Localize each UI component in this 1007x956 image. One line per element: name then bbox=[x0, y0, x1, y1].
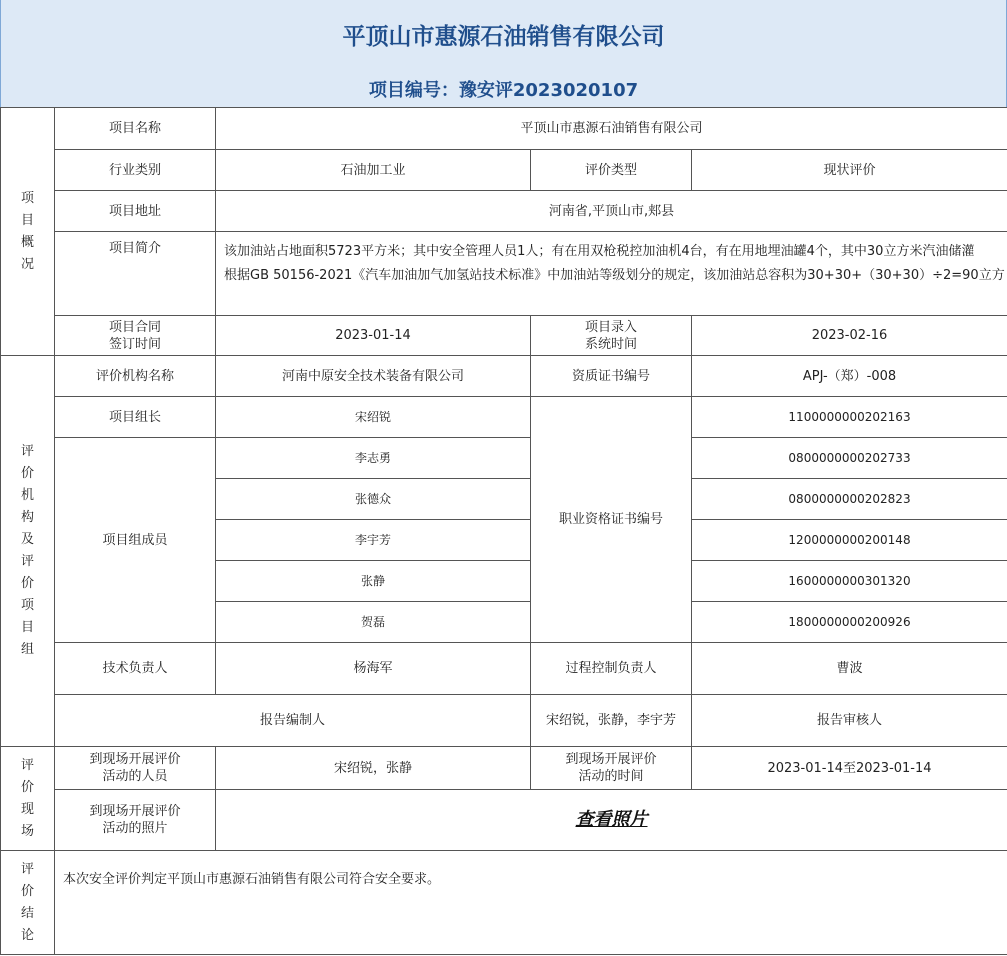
view-photos-link[interactable]: 查看照片 bbox=[575, 808, 648, 830]
row-member bbox=[1, 438, 1007, 479]
intro-value bbox=[216, 232, 1007, 316]
member-name: 李志勇 bbox=[216, 438, 531, 479]
member-cert: 0800000000202823 bbox=[692, 479, 1007, 520]
section-label-site: 评 价 现 场 bbox=[1, 747, 55, 851]
intro-line-1: 该加油站占地面积5723平方米；其中安全管理人员1人；有在用双枪税控加油机4台，有在用地埋油罐4个，其中30立方米汽油储灌 bbox=[224, 244, 975, 259]
cert-value: APJ-（郑）-008 bbox=[692, 356, 1007, 397]
report-writer-label: 报告编制人 bbox=[55, 695, 531, 747]
process-lead-value: 曹波 bbox=[692, 643, 1007, 695]
project-name-value: 平顶山市惠源石油销售有限公司 bbox=[216, 108, 1007, 150]
eval-type-value: 现状评价 bbox=[692, 150, 1007, 191]
conclusion-text: 本次安全评价判定平顶山市惠源石油销售有限公司符合安全要求。 bbox=[55, 851, 1007, 955]
entry-date-value: 2023-02-16 bbox=[692, 316, 1007, 356]
row-agency bbox=[1, 356, 1007, 397]
qual-cert-label: 职业资格证书编号 bbox=[531, 397, 692, 643]
project-name-label: 项目名称 bbox=[55, 108, 216, 150]
member-cert: 1600000000301320 bbox=[692, 561, 1007, 602]
site-people-value: 宋绍锐，张静 bbox=[216, 747, 531, 790]
industry-value: 石油加工业 bbox=[216, 150, 531, 191]
row-industry bbox=[1, 150, 1007, 191]
member-cert: 0800000000202733 bbox=[692, 438, 1007, 479]
member-cert: 1200000000200148 bbox=[692, 520, 1007, 561]
section-label-conclusion: 评 价 结 论 bbox=[1, 851, 55, 955]
section-label-overview: 项 目 概 况 bbox=[1, 108, 55, 356]
project-number: 项目编号：豫安评2023020107 bbox=[368, 80, 639, 101]
row-report bbox=[1, 695, 1007, 747]
tech-lead-value: 杨海军 bbox=[216, 643, 531, 695]
site-people-label: 到现场开展评价 活动的人员 bbox=[55, 747, 216, 790]
row-dates bbox=[1, 316, 1007, 356]
contract-date-label: 项目合同 签订时间 bbox=[55, 316, 216, 356]
tech-lead-label: 技术负责人 bbox=[55, 643, 216, 695]
company-title: 平顶山市惠源石油销售有限公司 bbox=[342, 24, 665, 50]
row-project-name bbox=[1, 108, 1007, 150]
row-leader bbox=[1, 397, 1007, 438]
section-label-org: 评 价 机 构 及 评 价 项 目 组 bbox=[1, 356, 55, 747]
industry-label: 行业类别 bbox=[55, 150, 216, 191]
site-photos-label: 到现场开展评价 活动的照片 bbox=[55, 790, 216, 851]
cert-label: 资质证书编号 bbox=[531, 356, 692, 397]
row-address bbox=[1, 191, 1007, 232]
row-site-people bbox=[1, 747, 1007, 790]
members-label: 项目组成员 bbox=[55, 438, 216, 643]
row-intro bbox=[1, 232, 1007, 316]
site-time-label: 到现场开展评价 活动的时间 bbox=[531, 747, 692, 790]
report-writer-value: 宋绍锐，张静，李宇芳 bbox=[531, 695, 692, 747]
member-cert: 1800000000200926 bbox=[692, 602, 1007, 643]
address-label: 项目地址 bbox=[55, 191, 216, 232]
member-name: 李宇芳 bbox=[216, 520, 531, 561]
entry-date-label: 项目录入 系统时间 bbox=[531, 316, 692, 356]
member-name: 张静 bbox=[216, 561, 531, 602]
site-time-value: 2023-01-14至2023-01-14 bbox=[692, 747, 1007, 790]
process-lead-label: 过程控制负责人 bbox=[531, 643, 692, 695]
leader-name: 宋绍锐 bbox=[216, 397, 531, 438]
evaluation-info-table bbox=[0, 107, 1007, 955]
leader-label: 项目组长 bbox=[55, 397, 216, 438]
member-name: 张德众 bbox=[216, 479, 531, 520]
site-photos-cell bbox=[216, 790, 1007, 851]
row-tech bbox=[1, 643, 1007, 695]
page-header bbox=[0, 0, 1007, 107]
member-name: 贺磊 bbox=[216, 602, 531, 643]
agency-label: 评价机构名称 bbox=[55, 356, 216, 397]
intro-label: 项目简介 bbox=[55, 232, 216, 316]
eval-type-label: 评价类型 bbox=[531, 150, 692, 191]
agency-value: 河南中原安全技术装备有限公司 bbox=[216, 356, 531, 397]
contract-date-value: 2023-01-14 bbox=[216, 316, 531, 356]
address-value: 河南省,平顶山市,郏县 bbox=[216, 191, 1007, 232]
report-reviewer-label: 报告审核人 bbox=[692, 695, 1007, 747]
leader-cert: 1100000000202163 bbox=[692, 397, 1007, 438]
row-site-photos bbox=[1, 790, 1007, 851]
intro-line-2: 根据GB 50156-2021《汽车加油加气加氢站技术标准》中加油站等级划分的规定，该加油站总容积为30+30+（30+30）÷2=90立方 bbox=[224, 268, 1005, 283]
row-conclusion bbox=[1, 851, 1007, 955]
